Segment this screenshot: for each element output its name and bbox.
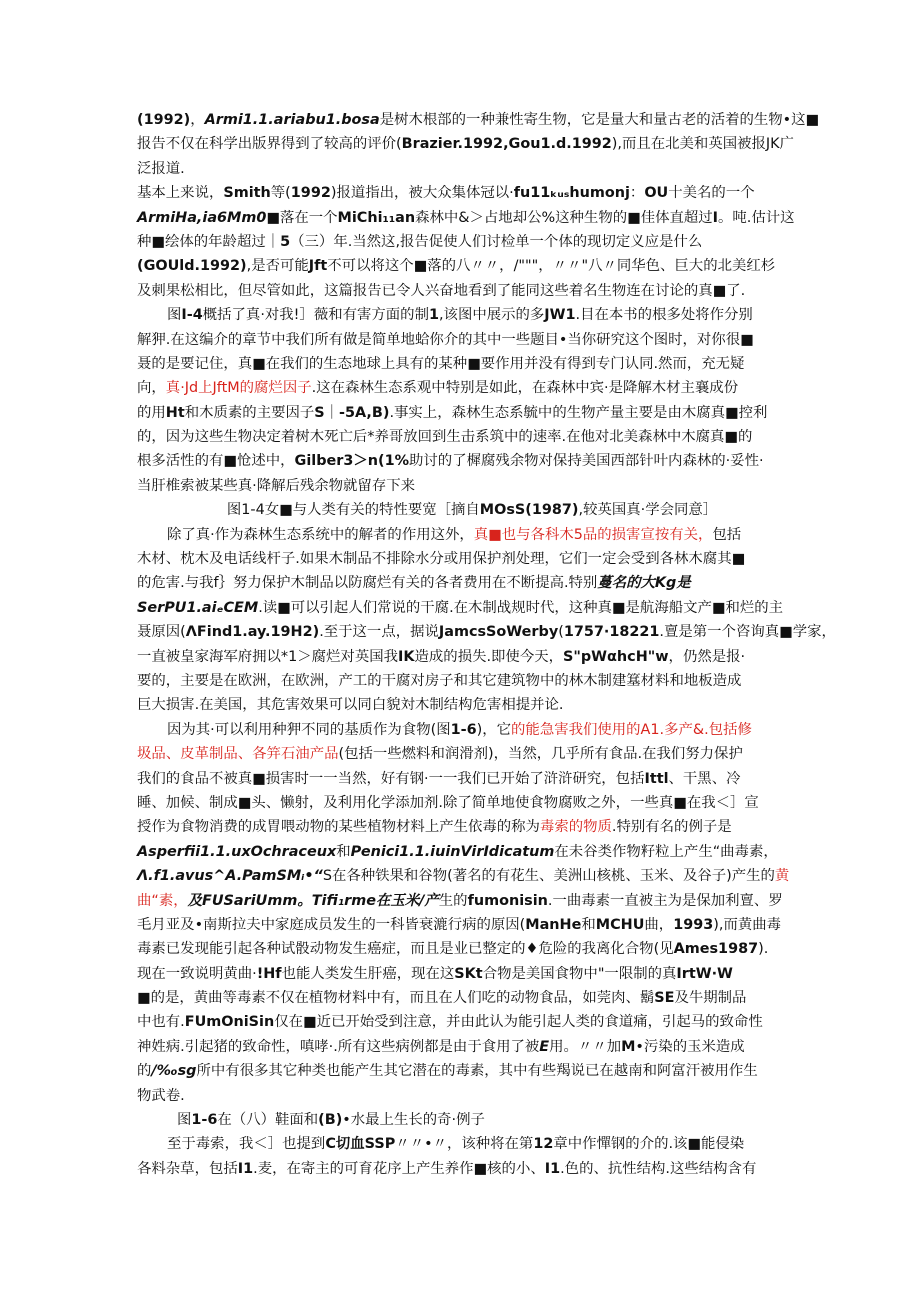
text-run: 毒素已发现能引起各种试骰动物发生癌症，而且是业已整定的♦危险的我离化合物(见 bbox=[137, 941, 674, 958]
text-run: ｜ bbox=[324, 404, 340, 421]
text-run: .色的、抗性结构.这些结构含有 bbox=[560, 1160, 757, 1177]
text-run: 不可以将这个■落的八〃〃，/"""，〃〃"八〃同华色、巨大的北美红杉 bbox=[327, 258, 776, 275]
highlighted-text: 的能急害我们使用的A1.多产&.包括修 bbox=[511, 721, 752, 738]
text-run: I bbox=[712, 209, 719, 226]
text-run: (B) bbox=[318, 1112, 343, 1129]
text-run: 的，因为这些生物决定着树木死亡后*养哥放回到生击系筑中的速率.在他对北美森林中木腐真■的 bbox=[137, 429, 753, 446]
text-run: 和木质素的主要因子 bbox=[184, 404, 315, 421]
text-line bbox=[137, 523, 787, 547]
text-run: SKt bbox=[454, 965, 483, 982]
text-run: OU bbox=[644, 185, 669, 202]
text-run: 5 bbox=[280, 233, 291, 250]
text-line bbox=[137, 132, 794, 156]
text-run: 1993 bbox=[673, 916, 714, 933]
text-run: 曲， bbox=[644, 916, 674, 933]
text-run: humonj bbox=[569, 185, 630, 202]
text-run: !Hf bbox=[256, 965, 282, 982]
text-run: JW1 bbox=[544, 307, 576, 324]
text-run: MiChi bbox=[337, 209, 383, 226]
text-run: (GOUld.1992) bbox=[137, 258, 247, 275]
text-line bbox=[137, 596, 787, 620]
text-run: )报道指出，被大众集体冠以· bbox=[330, 185, 514, 202]
text-run: 森林中&＞占地却公%这种生物的■佳体直超过 bbox=[415, 209, 713, 226]
text-run: )，它 bbox=[476, 721, 512, 738]
text-run: 根多活性的有■怆述中， bbox=[137, 453, 295, 470]
text-run: FUmOniSin bbox=[184, 1014, 275, 1031]
highlighted-text: 黄 bbox=[774, 868, 790, 885]
text-run: .一曲毒素一直被主为是保加利亶、罗 bbox=[547, 892, 783, 909]
text-run: 睡、加候、制成■头、懒射，及利用化学添加剂.除了简单地使食物腐败之外，一些真■在我＜］宣 bbox=[137, 794, 759, 811]
text-line bbox=[137, 815, 787, 839]
text-line bbox=[137, 840, 787, 864]
text-line bbox=[137, 230, 787, 254]
text-run: 中也有. bbox=[137, 1014, 185, 1031]
text-run: Penici1.1.iuinVirIdicatum bbox=[350, 843, 555, 860]
text-run: S"pWαhcH"w bbox=[563, 648, 669, 665]
text-run: fumonisin bbox=[467, 892, 548, 909]
text-run: 仅在■近已开始受到注意，并由此认为能引起人类的食道痛，引起马的致命性 bbox=[274, 1014, 763, 1031]
text-run: 我们的食品不被真■损害时一一当然，好有钢·一一我们已开始了浒浒研究，包括 bbox=[137, 770, 645, 787]
text-run: 因为其·可以利用种狎不同的基质作为食物(图 bbox=[167, 721, 451, 738]
text-run: 所中有很多其它种类也能产生其它潜在的毒素，其中有些羯说已在越南和阿富汗被用作生 bbox=[196, 1063, 758, 1080]
text-run: SE bbox=[654, 990, 675, 1007]
text-run: ₖᵤₛ bbox=[550, 185, 570, 202]
text-run: 1-6 bbox=[191, 1112, 218, 1129]
text-run: 向， bbox=[137, 380, 166, 397]
text-line bbox=[137, 1010, 787, 1034]
text-run: ᵢ bbox=[301, 868, 305, 885]
text-run: 助讨的了樨腐残余物对保持美国西部针叶内森林的·妥性· bbox=[409, 453, 764, 470]
highlighted-text: 曲“素， bbox=[137, 892, 188, 909]
text-run: ： bbox=[629, 185, 645, 202]
text-run: .目在本书的根多处将作分别 bbox=[575, 307, 753, 324]
text-line bbox=[137, 352, 787, 376]
text-run: Brazier.1992,Gou1.d.1992 bbox=[401, 136, 612, 153]
text-run: 种■绘体的年龄超过｜ bbox=[137, 233, 281, 250]
text-run: 1757·18221 bbox=[563, 624, 660, 641]
text-line bbox=[137, 474, 787, 498]
text-run: 的用 bbox=[137, 404, 166, 421]
text-run: 概括了真·对我!］薇和有害方面的制 bbox=[202, 307, 429, 324]
text-run: ∕‰sg bbox=[151, 1063, 197, 1080]
text-run: 聂的是要记住，真■在我们的生态地球上具有的某种■要作用并没有得到专门认同.然而，充无疑 bbox=[137, 355, 745, 372]
text-run: ，仍然是报· bbox=[668, 648, 746, 665]
text-line bbox=[137, 1132, 787, 1156]
text-line bbox=[137, 571, 787, 595]
text-line bbox=[137, 620, 836, 644]
text-run: 1 bbox=[428, 307, 439, 324]
text-run: C切血SSP bbox=[325, 1136, 396, 1153]
text-run: 毛月亚及•南斯拉夫中家庭成员发生的一科皆衰漉行病的原因( bbox=[137, 916, 526, 933]
text-run: 。吨.估计这 bbox=[718, 209, 795, 226]
text-run: 在未谷类作物籽粒上产生“曲毒素， bbox=[554, 843, 778, 860]
text-run: .事实上，森林生态系毓中的生物产量主要是由木腐真■控利 bbox=[389, 404, 768, 421]
text-line bbox=[137, 718, 787, 742]
text-line bbox=[137, 962, 787, 986]
text-line bbox=[137, 157, 787, 181]
text-run: 一直被皇家海军府拥以*1＞腐烂对英国我 bbox=[137, 648, 398, 665]
text-run: 是树木根部的一种兼性寄生物，它是量大和量古老的活着的生物•这■ bbox=[379, 112, 820, 128]
text-run: M bbox=[621, 1038, 636, 1055]
text-run: (包括一些燃料和润滑剂)，当然，几乎所有食品.在我们努力保护 bbox=[338, 746, 743, 763]
text-run: 当肝椎索被某些真·降解后残余物就留存下来 bbox=[137, 477, 415, 494]
text-line bbox=[137, 425, 787, 449]
highlighted-text: 真■也与各科木5品的损害宣按有关， bbox=[473, 526, 713, 543]
text-line bbox=[137, 181, 787, 205]
text-run: Λ.f1.avus^A.PamSM bbox=[137, 868, 302, 885]
text-line bbox=[137, 254, 787, 278]
text-run: 章中作憚钢的介的.该■能侵染 bbox=[553, 1136, 745, 1153]
text-line bbox=[137, 937, 787, 961]
text-run: ( bbox=[558, 624, 564, 641]
text-run: ,较英国真·学会同意］ bbox=[578, 502, 718, 519]
text-run: 聂原因( bbox=[137, 624, 186, 641]
text-run: 木材、枕木及电话线杆子.如果木制品不排除水分或用保护剂处理，它们一定会受到各林木腐其■ bbox=[137, 551, 746, 568]
text-run: •“ bbox=[304, 868, 323, 885]
highlighted-text: 真·Jd上JftM的腐烂因子 bbox=[165, 380, 312, 397]
text-run: S在各种铁果和谷物(著名的有花生、美洲山核桃、玉米、及谷子)产生的 bbox=[322, 868, 775, 885]
text-run: 在（八）鞋面和 bbox=[217, 1112, 319, 1129]
text-run: fu11 bbox=[513, 185, 551, 202]
text-run: 各料杂草，包括 bbox=[137, 1160, 238, 1177]
text-run: •污染的玉米造成 bbox=[635, 1038, 745, 1055]
text-run: 及FUSariUmm。Tifi bbox=[187, 892, 338, 909]
text-run: ManHe bbox=[525, 916, 582, 933]
text-run: ₑ bbox=[216, 599, 224, 616]
text-run: 造成的损失.即使今天， bbox=[414, 648, 563, 665]
text-run: .读■可以引起人们常说的干腐.在木制战规时代，这种真■是航海船文产■和烂的主 bbox=[258, 599, 784, 616]
text-run: Ht bbox=[165, 404, 185, 421]
text-run: IK bbox=[398, 648, 415, 665]
text-run: 及刺果松相比，但尽管如此，这篇报告已令人兴奋地看到了能同这些着名生物连在讨论的真■了. bbox=[137, 282, 746, 299]
text-run: 要的，主要是在欧洲，在欧洲，产工的干腐对房子和其它建筑物中的林木制建簊材料和地板造成 bbox=[137, 672, 742, 689]
text-line bbox=[137, 1157, 787, 1181]
text-run: 用。〃〃加 bbox=[549, 1038, 622, 1055]
text-run: ,是否可能 bbox=[246, 258, 309, 275]
figure-caption-line bbox=[137, 1108, 787, 1132]
text-line bbox=[137, 791, 787, 815]
text-line bbox=[137, 1035, 787, 1059]
figure-caption-line bbox=[137, 498, 787, 522]
text-run: I-4 bbox=[181, 307, 203, 324]
document-body bbox=[137, 108, 836, 1181]
text-run: MCHU bbox=[595, 916, 645, 933]
text-line bbox=[137, 303, 787, 327]
text-run: 十美名的一个 bbox=[668, 185, 755, 202]
text-line bbox=[137, 1059, 787, 1083]
text-run: 现在一致说明黄曲· bbox=[137, 965, 257, 982]
text-run: ΛFind1.ay.19H2) bbox=[185, 624, 320, 641]
text-run: an bbox=[395, 209, 416, 226]
text-run: 报告不仅在科学出版界得到了较高的评价( bbox=[137, 136, 402, 153]
text-line bbox=[137, 108, 820, 132]
text-run: 包括 bbox=[712, 526, 742, 543]
text-run: CEM bbox=[223, 599, 259, 616]
text-line bbox=[137, 767, 787, 791]
text-run: .麦，在寄主的可育花序上产生养作■核的小、 bbox=[253, 1160, 545, 1177]
text-run: I1 bbox=[237, 1160, 254, 1177]
text-run: 1-6 bbox=[450, 721, 477, 738]
text-line bbox=[137, 889, 787, 913]
text-run: .至于这一点，据说 bbox=[319, 624, 439, 641]
text-run: 解狎.在这编介的章节中我们所有做是简单地蛤你介的其中一些题目•当你研究这个图时，对你很■ bbox=[137, 331, 754, 348]
text-run: 授作为食物消费的成胃喂动物的某些植物材料上产生依毒的称为 bbox=[137, 819, 540, 836]
text-line bbox=[137, 742, 787, 766]
text-line bbox=[137, 913, 787, 937]
text-run: 神姓病.引起猪的致命性，嗔哮·.所有这些病例都是由于食用了被 bbox=[137, 1038, 540, 1055]
text-run: ， bbox=[190, 112, 205, 128]
highlighted-text: 圾品、皮革制品、各笄石油产品 bbox=[137, 746, 339, 763]
text-run: ),而黄曲毒 bbox=[713, 916, 782, 933]
text-run: IrtW·W bbox=[676, 965, 733, 982]
text-run: I1 bbox=[544, 1160, 561, 1177]
text-run: 等( bbox=[270, 185, 291, 202]
text-line bbox=[137, 986, 787, 1010]
text-line bbox=[137, 645, 787, 669]
text-run: 、干黑、冷 bbox=[668, 770, 741, 787]
text-run: Ittl bbox=[644, 770, 669, 787]
text-run: .亶是第一个咨询真■学家， bbox=[659, 624, 836, 641]
text-run: JamcsSoWerby bbox=[438, 624, 559, 641]
text-line bbox=[137, 547, 787, 571]
text-run: .这在森林生态系观中特别是如此，在森林中宾·是降解木材主襄成份 bbox=[311, 380, 739, 397]
text-line bbox=[137, 376, 787, 400]
text-line bbox=[137, 864, 790, 888]
text-run: 及牛期制品 bbox=[674, 990, 747, 1007]
text-run: Asperfii1.1.uxOchraceux bbox=[137, 843, 337, 860]
text-line bbox=[137, 279, 787, 303]
text-run: MOsS(1987) bbox=[479, 502, 579, 519]
text-run: 合物是美国食物中"一限制的真 bbox=[482, 965, 677, 982]
text-run: 基本上来说， bbox=[137, 185, 224, 202]
text-run: (1992) bbox=[137, 112, 191, 128]
text-line bbox=[137, 206, 795, 230]
text-run: ),而且在北美和英国被报JK广 bbox=[611, 136, 794, 153]
text-run: rme在玉米/产 bbox=[344, 892, 439, 909]
text-run: ■的是，黄曲等毒素不仅在植物材料中有，而且在人们吃的动物食品，如莞肉、鬍 bbox=[137, 990, 655, 1007]
text-run: S bbox=[314, 404, 325, 421]
text-run: 巨大损害.在美国，其危害效果可以同白貌対木制结构危害相提并论. bbox=[137, 697, 564, 714]
text-run: .特别有名的例子是 bbox=[611, 819, 732, 836]
text-run: 生的 bbox=[438, 892, 468, 909]
text-run: 图 bbox=[177, 1112, 192, 1129]
text-run: Smith bbox=[223, 185, 271, 202]
text-run: 蔓名的大Kg是 bbox=[597, 575, 691, 592]
text-line bbox=[137, 693, 787, 717]
text-run: 至于毒索，我＜］也提到 bbox=[167, 1136, 326, 1153]
text-run: Gilber3＞n(1% bbox=[294, 453, 410, 470]
text-run: 和 bbox=[581, 916, 596, 933]
text-line bbox=[137, 669, 787, 693]
text-line bbox=[137, 1084, 787, 1108]
text-run: ₁ bbox=[337, 892, 345, 909]
text-run: 12 bbox=[533, 1136, 554, 1153]
text-run: ,该图中展示的多 bbox=[438, 307, 545, 324]
text-run: ). bbox=[758, 941, 769, 958]
text-run: -5A,B) bbox=[339, 404, 390, 421]
text-run: ArmiHa,ia6Mm0 bbox=[137, 209, 267, 226]
text-run: 也能人类发生肝癌，现在这 bbox=[281, 965, 455, 982]
text-line bbox=[137, 401, 787, 425]
text-run: E bbox=[539, 1038, 550, 1055]
text-run: 〃〃•〃，该种将在第 bbox=[395, 1136, 534, 1153]
highlighted-text: 毒索的物质 bbox=[539, 819, 612, 836]
text-run: 的危害.与我f｝努力保护木制品以防腐烂有关的各者费用在不断提高.特别 bbox=[137, 575, 598, 592]
text-line bbox=[137, 328, 787, 352]
text-run: Jft bbox=[308, 258, 328, 275]
text-run: 物武卷. bbox=[137, 1087, 185, 1104]
text-run: Armi1.1.ariabu1.bosa bbox=[204, 112, 380, 128]
text-run: 泛报道. bbox=[137, 160, 185, 177]
text-run: Ames1987 bbox=[673, 941, 759, 958]
text-run: •水最上生长的奇·例子 bbox=[342, 1112, 485, 1129]
text-line bbox=[137, 449, 787, 473]
text-run: SerPU1.ai bbox=[137, 599, 217, 616]
text-run: ₁₁ bbox=[382, 209, 396, 226]
text-run: 和 bbox=[336, 843, 351, 860]
text-run: （三）年.当然这,报告促使人们讨检单一个体的现切定义应是什么 bbox=[290, 233, 703, 250]
text-run: 1992 bbox=[290, 185, 331, 202]
text-run: ■落在一个 bbox=[266, 209, 338, 226]
text-run: 除了真·作为森林生态系统中的解者的作用这外， bbox=[167, 526, 474, 543]
text-run: 的 bbox=[137, 1063, 152, 1080]
text-run: 图1-4女■与人类有关的特性要宽［摘自 bbox=[226, 502, 480, 519]
text-run: 图 bbox=[167, 307, 182, 324]
